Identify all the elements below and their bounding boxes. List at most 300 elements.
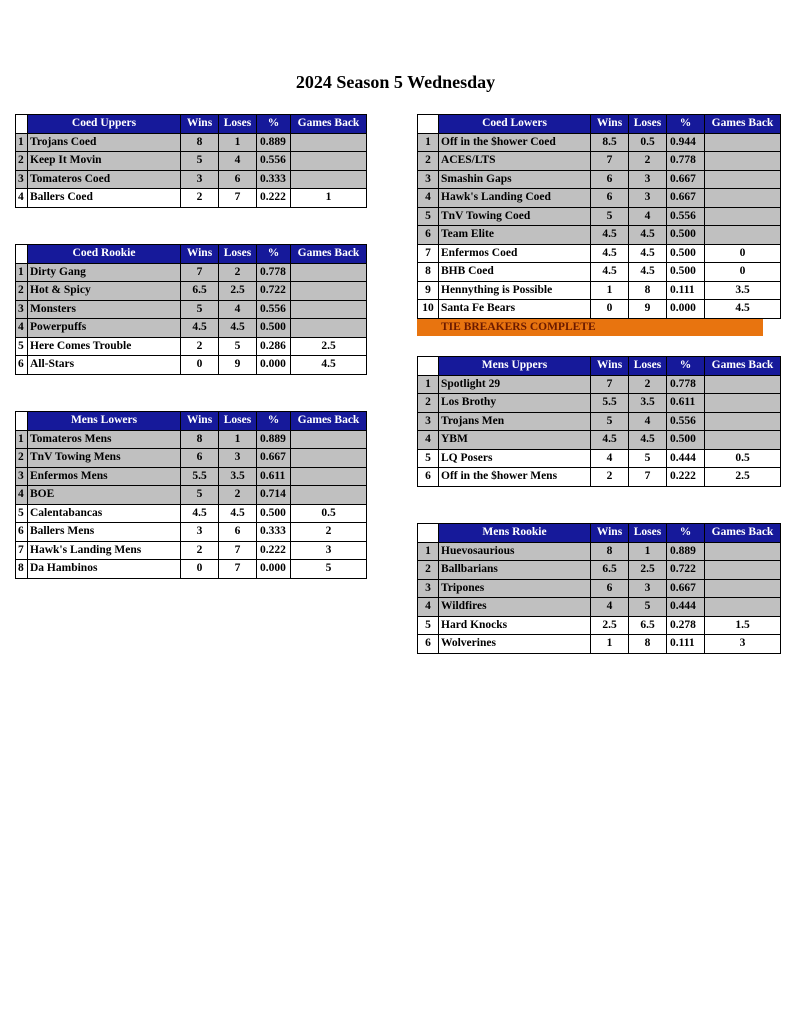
team-games-back [705, 542, 781, 561]
team-pct: 0.722 [257, 282, 291, 301]
team-pct: 0.444 [667, 598, 705, 617]
team-rank: 2 [16, 449, 28, 468]
header-wins: Wins [591, 524, 629, 543]
team-loses: 2.5 [219, 282, 257, 301]
team-rank: 6 [418, 468, 439, 487]
team-loses: 1 [219, 430, 257, 449]
team-wins: 4.5 [591, 226, 629, 245]
team-games-back [291, 170, 367, 189]
team-pct: 0.111 [667, 281, 705, 300]
team-pct: 0.000 [667, 300, 705, 319]
team-name: Smashin Gaps [439, 170, 591, 189]
table-header-row [418, 357, 781, 376]
team-pct: 0.000 [257, 560, 291, 579]
header-pct: % [257, 412, 291, 431]
team-rank: 4 [418, 189, 439, 208]
table-row [418, 244, 781, 263]
header-wins: Wins [591, 357, 629, 376]
team-rank: 5 [418, 616, 439, 635]
team-wins: 5 [181, 486, 219, 505]
team-wins: 6 [181, 449, 219, 468]
team-wins: 2 [181, 189, 219, 208]
team-pct: 0.611 [257, 467, 291, 486]
team-wins: 7 [181, 263, 219, 282]
team-games-back: 1 [291, 189, 367, 208]
team-name: Wildfires [439, 598, 591, 617]
team-loses: 7 [219, 189, 257, 208]
team-wins: 4.5 [181, 504, 219, 523]
team-name: Wolverines [439, 635, 591, 654]
team-wins: 0 [181, 560, 219, 579]
division-name: Coed Lowers [439, 115, 591, 134]
table-row [16, 541, 367, 560]
header-wins: Wins [591, 115, 629, 134]
team-wins: 4.5 [591, 244, 629, 263]
team-loses: 3 [629, 579, 667, 598]
team-rank: 5 [418, 449, 439, 468]
table-row [16, 170, 367, 189]
table-row [16, 319, 367, 338]
team-games-back: 0.5 [291, 504, 367, 523]
table-row [418, 561, 781, 580]
team-loses: 5 [629, 598, 667, 617]
team-pct: 0.500 [667, 226, 705, 245]
team-games-back: 4.5 [705, 300, 781, 319]
team-name: TnV Towing Mens [28, 449, 181, 468]
team-wins: 6 [591, 189, 629, 208]
team-wins: 3 [181, 170, 219, 189]
team-loses: 2 [219, 486, 257, 505]
team-wins: 4 [591, 449, 629, 468]
team-pct: 0.667 [667, 170, 705, 189]
header-wins: Wins [181, 412, 219, 431]
team-name: Da Hambinos [28, 560, 181, 579]
team-wins: 1 [591, 281, 629, 300]
team-rank: 6 [16, 523, 28, 542]
team-rank: 7 [418, 244, 439, 263]
header-games-back: Games Back [705, 357, 781, 376]
team-rank: 3 [418, 412, 439, 431]
table-row [418, 542, 781, 561]
team-wins: 6 [591, 579, 629, 598]
header-wins: Wins [181, 245, 219, 264]
team-loses: 3 [629, 189, 667, 208]
table-row [418, 226, 781, 245]
header-loses: Loses [219, 412, 257, 431]
team-pct: 0.889 [667, 542, 705, 561]
team-games-back [291, 152, 367, 171]
team-name: Santa Fe Bears [439, 300, 591, 319]
team-games-back [705, 152, 781, 171]
table-row [418, 152, 781, 171]
table-row [418, 170, 781, 189]
team-name: Los Brothy [439, 394, 591, 413]
team-name: Team Elite [439, 226, 591, 245]
coed-uppers-table [15, 114, 367, 208]
team-pct: 0.889 [257, 133, 291, 152]
team-loses: 4 [219, 152, 257, 171]
team-games-back: 3.5 [705, 281, 781, 300]
team-rank: 4 [418, 431, 439, 450]
team-rank: 5 [16, 504, 28, 523]
team-pct: 0.778 [667, 152, 705, 171]
table-row [16, 486, 367, 505]
team-name: Powerpuffs [28, 319, 181, 338]
table-header-row [16, 245, 367, 264]
team-loses: 6.5 [629, 616, 667, 635]
team-pct: 0.111 [667, 635, 705, 654]
team-rank: 3 [418, 579, 439, 598]
team-games-back: 5 [291, 560, 367, 579]
table-row [16, 133, 367, 152]
header-pct: % [667, 524, 705, 543]
team-name: Here Comes Trouble [28, 337, 181, 356]
team-wins: 6 [591, 170, 629, 189]
header-loses: Loses [629, 357, 667, 376]
team-rank: 5 [418, 207, 439, 226]
division-name: Mens Lowers [28, 412, 181, 431]
team-games-back [291, 133, 367, 152]
table-row [418, 189, 781, 208]
header-games-back: Games Back [291, 412, 367, 431]
team-games-back [705, 412, 781, 431]
team-wins: 8 [591, 542, 629, 561]
team-loses: 2 [629, 152, 667, 171]
team-pct: 0.500 [257, 319, 291, 338]
team-loses: 3.5 [629, 394, 667, 413]
header-rank [418, 115, 439, 134]
team-pct: 0.500 [667, 263, 705, 282]
team-rank: 7 [16, 541, 28, 560]
team-loses: 4.5 [629, 263, 667, 282]
header-rank [16, 412, 28, 431]
team-games-back [705, 431, 781, 450]
team-name: Ballers Mens [28, 523, 181, 542]
table-row [418, 263, 781, 282]
team-name: Hot & Spicy [28, 282, 181, 301]
table-row [16, 504, 367, 523]
team-rank: 4 [16, 319, 28, 338]
header-loses: Loses [629, 115, 667, 134]
team-name: Calentabancas [28, 504, 181, 523]
team-loses: 4 [219, 300, 257, 319]
team-games-back: 3 [705, 635, 781, 654]
team-wins: 1 [591, 635, 629, 654]
team-games-back: 0.5 [705, 449, 781, 468]
team-wins: 4.5 [591, 263, 629, 282]
team-name: Trojans Coed [28, 133, 181, 152]
team-wins: 8 [181, 430, 219, 449]
team-wins: 7 [591, 152, 629, 171]
team-wins: 5 [591, 412, 629, 431]
team-games-back [291, 467, 367, 486]
header-rank [418, 357, 439, 376]
team-pct: 0.944 [667, 133, 705, 152]
team-name: Monsters [28, 300, 181, 319]
team-pct: 0.286 [257, 337, 291, 356]
team-games-back [705, 394, 781, 413]
team-rank: 2 [16, 152, 28, 171]
table-header-row [418, 524, 781, 543]
team-pct: 0.667 [667, 579, 705, 598]
team-wins: 5.5 [591, 394, 629, 413]
table-row [418, 281, 781, 300]
team-loses: 7 [219, 541, 257, 560]
team-name: BHB Coed [439, 263, 591, 282]
table-row [16, 356, 367, 375]
team-wins: 2 [181, 337, 219, 356]
header-rank [418, 524, 439, 543]
team-loses: 7 [629, 468, 667, 487]
team-wins: 0 [591, 300, 629, 319]
team-pct: 0.333 [257, 523, 291, 542]
team-name: ACES/LTS [439, 152, 591, 171]
table-row [418, 431, 781, 450]
team-name: Tomateros Mens [28, 430, 181, 449]
team-rank: 5 [16, 337, 28, 356]
team-pct: 0.556 [667, 412, 705, 431]
team-rank: 3 [16, 300, 28, 319]
team-pct: 0.556 [257, 300, 291, 319]
table-row [418, 207, 781, 226]
team-games-back [705, 133, 781, 152]
header-pct: % [257, 115, 291, 134]
table-row [418, 300, 781, 319]
table-row [418, 412, 781, 431]
page-title: 2024 Season 5 Wednesday [295, 72, 496, 92]
team-rank: 8 [418, 263, 439, 282]
team-name: Enfermos Coed [439, 244, 591, 263]
team-rank: 1 [418, 375, 439, 394]
team-rank: 3 [16, 467, 28, 486]
team-pct: 0.556 [667, 207, 705, 226]
team-pct: 0.222 [257, 189, 291, 208]
team-loses: 7 [219, 560, 257, 579]
team-wins: 5.5 [181, 467, 219, 486]
team-name: Tripones [439, 579, 591, 598]
team-name: Huevosaurious [439, 542, 591, 561]
team-games-back [291, 430, 367, 449]
team-wins: 8 [181, 133, 219, 152]
team-loses: 4 [629, 412, 667, 431]
team-games-back: 2 [291, 523, 367, 542]
team-pct: 0.722 [667, 561, 705, 580]
table-row [16, 523, 367, 542]
team-rank: 1 [16, 430, 28, 449]
team-pct: 0.667 [667, 189, 705, 208]
team-loses: 1 [219, 133, 257, 152]
table-row [418, 616, 781, 635]
team-rank: 6 [418, 226, 439, 245]
team-games-back: 1.5 [705, 616, 781, 635]
team-name: Spotlight 29 [439, 375, 591, 394]
team-wins: 2 [591, 468, 629, 487]
coed-lowers-table [417, 114, 781, 319]
team-loses: 3 [219, 449, 257, 468]
team-games-back [705, 561, 781, 580]
team-pct: 0.500 [257, 504, 291, 523]
team-rank: 1 [16, 263, 28, 282]
team-pct: 0.556 [257, 152, 291, 171]
team-wins: 5 [591, 207, 629, 226]
header-pct: % [257, 245, 291, 264]
team-wins: 4.5 [181, 319, 219, 338]
mens-rookie-table [417, 523, 781, 654]
team-name: Off in the $hower Mens [439, 468, 591, 487]
team-rank: 1 [16, 133, 28, 152]
team-pct: 0.778 [257, 263, 291, 282]
team-wins: 3 [181, 523, 219, 542]
team-name: Ballbarians [439, 561, 591, 580]
team-wins: 2.5 [591, 616, 629, 635]
team-games-back [291, 263, 367, 282]
team-loses: 2.5 [629, 561, 667, 580]
team-wins: 2 [181, 541, 219, 560]
team-games-back [705, 170, 781, 189]
team-loses: 6 [219, 170, 257, 189]
header-rank [16, 115, 28, 134]
team-games-back [705, 579, 781, 598]
header-pct: % [667, 357, 705, 376]
table-header-row [16, 115, 367, 134]
team-loses: 6 [219, 523, 257, 542]
team-rank: 4 [418, 598, 439, 617]
team-name: Trojans Men [439, 412, 591, 431]
team-wins: 0 [181, 356, 219, 375]
team-name: BOE [28, 486, 181, 505]
team-name: Hawk's Landing Mens [28, 541, 181, 560]
team-name: Hard Knocks [439, 616, 591, 635]
team-games-back [291, 282, 367, 301]
team-loses: 8 [629, 281, 667, 300]
team-pct: 0.500 [667, 431, 705, 450]
team-name: Hawk's Landing Coed [439, 189, 591, 208]
team-games-back: 0 [705, 263, 781, 282]
team-rank: 10 [418, 300, 439, 319]
table-row [16, 560, 367, 579]
team-rank: 6 [16, 356, 28, 375]
team-name: Off in the $hower Coed [439, 133, 591, 152]
team-games-back [705, 207, 781, 226]
team-rank: 1 [418, 542, 439, 561]
team-loses: 1 [629, 542, 667, 561]
team-games-back [705, 375, 781, 394]
header-loses: Loses [629, 524, 667, 543]
team-loses: 4.5 [219, 504, 257, 523]
team-loses: 4.5 [219, 319, 257, 338]
table-row [418, 375, 781, 394]
team-rank: 6 [418, 635, 439, 654]
mens-lowers-table [15, 411, 367, 579]
team-pct: 0.000 [257, 356, 291, 375]
table-row [418, 133, 781, 152]
team-loses: 2 [629, 375, 667, 394]
table-row [418, 394, 781, 413]
team-pct: 0.611 [667, 394, 705, 413]
tie-breakers-banner: TIE BREAKERS COMPLETE [417, 319, 763, 336]
team-name: Tomateros Coed [28, 170, 181, 189]
team-loses: 4.5 [629, 244, 667, 263]
table-header-row [418, 115, 781, 134]
team-rank: 4 [16, 486, 28, 505]
team-name: TnV Towing Coed [439, 207, 591, 226]
header-games-back: Games Back [291, 115, 367, 134]
mens-uppers-table [417, 356, 781, 487]
team-name: Ballers Coed [28, 189, 181, 208]
team-rank: 8 [16, 560, 28, 579]
team-games-back [291, 449, 367, 468]
table-header-row [16, 412, 367, 431]
table-row [16, 263, 367, 282]
team-loses: 0.5 [629, 133, 667, 152]
team-name: LQ Posers [439, 449, 591, 468]
division-name: Mens Rookie [439, 524, 591, 543]
team-rank: 4 [16, 189, 28, 208]
table-row [16, 189, 367, 208]
team-pct: 0.667 [257, 449, 291, 468]
team-games-back [705, 189, 781, 208]
team-wins: 6.5 [591, 561, 629, 580]
team-name: Hennything is Possible [439, 281, 591, 300]
team-name: YBM [439, 431, 591, 450]
team-rank: 2 [418, 152, 439, 171]
team-loses: 3 [629, 170, 667, 189]
table-row [418, 635, 781, 654]
header-loses: Loses [219, 245, 257, 264]
team-wins: 4 [591, 598, 629, 617]
division-name: Mens Uppers [439, 357, 591, 376]
team-games-back: 4.5 [291, 356, 367, 375]
table-row [418, 579, 781, 598]
team-rank: 3 [16, 170, 28, 189]
table-row [16, 300, 367, 319]
team-games-back [291, 300, 367, 319]
team-loses: 3.5 [219, 467, 257, 486]
team-name: Keep It Movin [28, 152, 181, 171]
team-games-back [291, 319, 367, 338]
coed-rookie-table [15, 244, 367, 375]
team-pct: 0.278 [667, 616, 705, 635]
team-rank: 2 [16, 282, 28, 301]
table-row [418, 468, 781, 487]
team-rank: 2 [418, 561, 439, 580]
team-loses: 5 [629, 449, 667, 468]
team-loses: 5 [219, 337, 257, 356]
team-pct: 0.714 [257, 486, 291, 505]
table-row [418, 598, 781, 617]
team-name: All-Stars [28, 356, 181, 375]
team-games-back: 2.5 [705, 468, 781, 487]
team-wins: 7 [591, 375, 629, 394]
team-wins: 8.5 [591, 133, 629, 152]
team-wins: 5 [181, 152, 219, 171]
table-row [16, 449, 367, 468]
team-games-back [291, 486, 367, 505]
team-pct: 0.222 [667, 468, 705, 487]
team-name: Dirty Gang [28, 263, 181, 282]
team-pct: 0.333 [257, 170, 291, 189]
team-pct: 0.889 [257, 430, 291, 449]
team-pct: 0.778 [667, 375, 705, 394]
header-wins: Wins [181, 115, 219, 134]
team-loses: 4.5 [629, 226, 667, 245]
team-games-back: 2.5 [291, 337, 367, 356]
team-pct: 0.444 [667, 449, 705, 468]
table-row [16, 467, 367, 486]
table-row [16, 282, 367, 301]
header-games-back: Games Back [705, 524, 781, 543]
team-pct: 0.222 [257, 541, 291, 560]
